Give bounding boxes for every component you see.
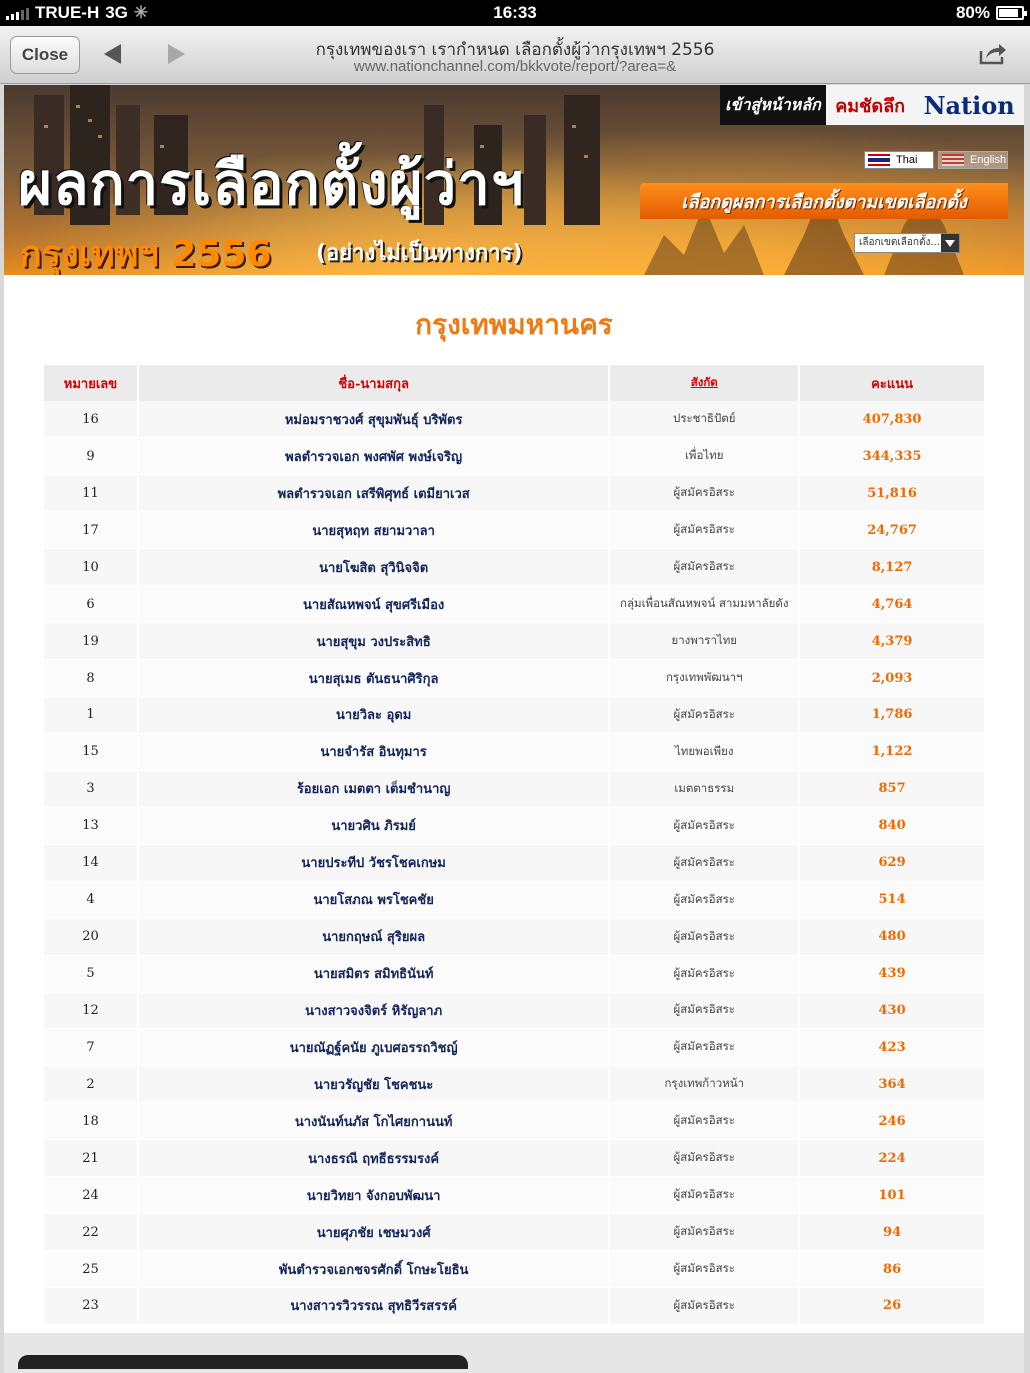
banner-title: ผลการเลือกตั้งผู้ว่าฯ <box>18 150 525 218</box>
candidate-votes: 480 <box>799 918 985 955</box>
candidate-name: นายโฆสิต สุวินิจจิต <box>138 549 609 586</box>
battery-icon <box>996 6 1024 20</box>
chevron-down-icon[interactable] <box>941 234 959 252</box>
clock: 16:33 <box>493 3 537 22</box>
candidate-votes: 439 <box>799 955 985 992</box>
language-english-button[interactable] <box>938 151 1008 169</box>
uk-flag-icon <box>942 154 964 166</box>
candidate-votes: 1,122 <box>799 733 985 770</box>
table-row <box>44 1177 985 1214</box>
candidate-votes: 430 <box>799 992 985 1029</box>
candidate-party: ผู้สมัครอิสระ <box>609 512 799 549</box>
candidate-number: 1 <box>44 697 138 734</box>
candidate-votes: 629 <box>799 844 985 881</box>
candidate-party: ผู้สมัครอิสระ <box>609 697 799 734</box>
candidate-name: นางสาวจงจิตร์ หิรัญลาภ <box>138 992 609 1029</box>
candidate-number: 3 <box>44 770 138 807</box>
candidate-votes: 1,786 <box>799 697 985 734</box>
candidate-number: 7 <box>44 1029 138 1066</box>
candidate-party: ผู้สมัครอิสระ <box>609 475 799 512</box>
back-arrow-icon[interactable] <box>104 44 121 64</box>
table-row <box>44 881 985 918</box>
close-button[interactable]: Close <box>10 36 80 74</box>
candidate-party: ผู้สมัครอิสระ <box>609 1251 799 1288</box>
candidate-name: นายโสภณ พรโชคชัย <box>138 881 609 918</box>
candidate-party: ผู้สมัครอิสระ <box>609 844 799 881</box>
partner-logos[interactable] <box>826 85 1024 125</box>
candidate-party: ประชาธิปัตย์ <box>609 401 799 438</box>
candidate-votes: 364 <box>799 1066 985 1103</box>
table-row <box>44 1066 985 1103</box>
candidate-name: ร้อยเอก เมตตา เต็มชำนาญ <box>138 770 609 807</box>
candidate-party: ผู้สมัครอิสระ <box>609 992 799 1029</box>
candidate-number: 20 <box>44 918 138 955</box>
candidate-name: นายวิละ อุดม <box>138 697 609 734</box>
candidate-votes: 51,816 <box>799 475 985 512</box>
candidate-party: กรุงเทพพัฒนาฯ <box>609 660 799 697</box>
candidate-party: เพื่อไทย <box>609 438 799 475</box>
table-row <box>44 1103 985 1140</box>
table-row <box>44 1251 985 1288</box>
candidate-number: 12 <box>44 992 138 1029</box>
header-banner <box>4 85 1024 275</box>
table-row <box>44 438 985 475</box>
candidate-number: 21 <box>44 1140 138 1177</box>
candidate-votes: 423 <box>799 1029 985 1066</box>
activity-spinner-icon: ✳ <box>133 3 149 22</box>
table-row <box>44 955 985 992</box>
district-select[interactable] <box>854 233 960 253</box>
candidate-votes: 840 <box>799 807 985 844</box>
candidate-party: ผู้สมัครอิสระ <box>609 1214 799 1251</box>
table-row <box>44 512 985 549</box>
candidate-name: นายสุหฤท สยามวาลา <box>138 512 609 549</box>
language-thai-label: Thai <box>896 154 918 166</box>
candidate-party: ผู้สมัครอิสระ <box>609 549 799 586</box>
table-row <box>44 660 985 697</box>
candidate-votes: 407,830 <box>799 401 985 438</box>
candidate-number: 16 <box>44 401 138 438</box>
candidate-name: นายสุขุม วงประสิทธิ <box>138 623 609 660</box>
candidate-number: 19 <box>44 623 138 660</box>
candidate-name: พันตำรวจเอกชจรศักดิ์ โกษะโยธิน <box>138 1251 609 1288</box>
results-table <box>44 365 986 1325</box>
candidate-name: นางนันท์นภัส โกไศยกานนท์ <box>138 1103 609 1140</box>
table-row <box>44 549 985 586</box>
battery-percent: 80% <box>955 3 990 22</box>
candidate-number: 15 <box>44 733 138 770</box>
carrier-label: TRUE-H <box>35 3 100 22</box>
candidate-name: พลตำรวจเอก เสรีพิศุทธ์ เตมียาเวส <box>138 475 609 512</box>
table-row <box>44 401 985 438</box>
candidate-number: 17 <box>44 512 138 549</box>
table-row <box>44 733 985 770</box>
table-row <box>44 844 985 881</box>
footer-graphic <box>18 1355 468 1373</box>
candidate-party: ผู้สมัครอิสระ <box>609 807 799 844</box>
candidate-party: ไทยพอเพียง <box>609 733 799 770</box>
candidate-votes: 4,764 <box>799 586 985 623</box>
language-english-label: English <box>970 154 1007 166</box>
candidate-party: เมตตาธรรม <box>609 770 799 807</box>
candidate-votes: 4,379 <box>799 623 985 660</box>
language-thai-button[interactable] <box>864 151 934 169</box>
table-row <box>44 1214 985 1251</box>
candidate-name: นายจำรัส อินทุมาร <box>138 733 609 770</box>
district-select-prompt: เลือกดูผลการเลือกตั้งตามเขตเลือกตั้ง <box>640 183 1008 219</box>
share-icon[interactable] <box>978 42 1008 66</box>
candidate-number: 8 <box>44 660 138 697</box>
candidate-party: ผู้สมัครอิสระ <box>609 1029 799 1066</box>
candidate-votes: 344,335 <box>799 438 985 475</box>
home-link[interactable]: เข้าสู่หน้าหลัก <box>720 85 826 125</box>
results-table-container <box>44 365 986 1325</box>
page-title: กรุงเทพของเรา เรากำหนด เลือกตั้งผู้ว่ากรุงเทพฯ 2556 <box>315 40 715 60</box>
candidate-number: 10 <box>44 549 138 586</box>
header-votes: คะแนน <box>799 365 985 401</box>
results-panel <box>4 275 1024 1373</box>
candidate-votes: 101 <box>799 1177 985 1214</box>
table-body <box>44 401 985 1324</box>
candidate-party: ผู้สมัครอิสระ <box>609 955 799 992</box>
candidate-party: ผู้สมัครอิสระ <box>609 1103 799 1140</box>
nation-logo[interactable]: Nation <box>923 90 1015 120</box>
table-row <box>44 770 985 807</box>
status-bar <box>0 0 1030 26</box>
candidate-name: นางธรณี ฤทธีธรรมรงค์ <box>138 1140 609 1177</box>
candidate-votes: 86 <box>799 1251 985 1288</box>
candidate-name: นายสุเมธ ตันธนาศิริกุล <box>138 660 609 697</box>
candidate-number: 18 <box>44 1103 138 1140</box>
candidate-votes: 2,093 <box>799 660 985 697</box>
candidate-number: 14 <box>44 844 138 881</box>
table-row <box>44 992 985 1029</box>
status-right <box>956 3 1024 23</box>
komchadluek-logo[interactable]: คมชัดลึก <box>835 95 906 117</box>
candidate-votes: 224 <box>799 1140 985 1177</box>
candidate-party: กรุงเทพก้าวหน้า <box>609 1066 799 1103</box>
header-party-sort-link[interactable]: สังกัด <box>609 365 799 401</box>
thai-flag-icon <box>868 154 890 166</box>
table-row <box>44 1140 985 1177</box>
candidate-votes: 8,127 <box>799 549 985 586</box>
forward-arrow-icon[interactable] <box>168 44 185 64</box>
candidate-name: นายประทีป วัชรโชคเกษม <box>138 844 609 881</box>
candidate-votes: 24,767 <box>799 512 985 549</box>
table-row <box>44 807 985 844</box>
table-row <box>44 918 985 955</box>
candidate-votes: 514 <box>799 881 985 918</box>
header-number: หมายเลข <box>44 365 138 401</box>
candidate-number: 24 <box>44 1177 138 1214</box>
candidate-name: นายกฤษณ์ สุริยผล <box>138 918 609 955</box>
candidate-name: นายณัฏฐ์คนัย ภูเบศอรรถวิชญ์ <box>138 1029 609 1066</box>
table-header-row <box>44 365 985 401</box>
candidate-votes: 246 <box>799 1103 985 1140</box>
candidate-party: กลุ่มเพื่อนสัณหพจน์ สามมหาลัยดัง <box>609 586 799 623</box>
footer-banner <box>4 1333 1024 1373</box>
candidate-number: 11 <box>44 475 138 512</box>
candidate-name: นางสาวรวิวรรณ สุทธิวีรสรรค์ <box>138 1288 609 1325</box>
table-row <box>44 475 985 512</box>
candidate-name: นายวิทยา จังกอบพัฒนา <box>138 1177 609 1214</box>
candidate-party: ยางพาราไทย <box>609 623 799 660</box>
candidate-party: ผู้สมัครอิสระ <box>609 1140 799 1177</box>
header-name: ชื่อ-นามสกุล <box>138 365 609 401</box>
table-row <box>44 586 985 623</box>
candidate-name: นายวรัญชัย โชคชนะ <box>138 1066 609 1103</box>
candidate-party: ผู้สมัครอิสระ <box>609 918 799 955</box>
candidate-votes: 26 <box>799 1288 985 1325</box>
candidate-number: 9 <box>44 438 138 475</box>
candidate-name: พลตำรวจเอก พงศพัศ พงษ์เจริญ <box>138 438 609 475</box>
candidate-number: 13 <box>44 807 138 844</box>
candidate-name: หม่อมราชวงศ์ สุขุมพันธุ์ บริพัตร <box>138 401 609 438</box>
candidate-number: 25 <box>44 1251 138 1288</box>
table-row <box>44 1029 985 1066</box>
candidate-name: นายวศิน ภิรมย์ <box>138 807 609 844</box>
candidate-name: นายศุภชัย เชษมวงศ์ <box>138 1214 609 1251</box>
banner-note: (อย่างไม่เป็นทางการ) <box>316 241 523 266</box>
candidate-party: ผู้สมัครอิสระ <box>609 1177 799 1214</box>
candidate-number: 4 <box>44 881 138 918</box>
candidate-number: 6 <box>44 586 138 623</box>
network-label: 3G <box>105 3 128 22</box>
table-row <box>44 1288 985 1325</box>
candidate-votes: 857 <box>799 770 985 807</box>
candidate-name: นายสมิตร สมิทธินันท์ <box>138 955 609 992</box>
candidate-number: 5 <box>44 955 138 992</box>
table-row <box>44 697 985 734</box>
candidate-party: ผู้สมัครอิสระ <box>609 1288 799 1325</box>
area-title: กรุงเทพมหานคร <box>415 308 613 341</box>
candidate-number: 2 <box>44 1066 138 1103</box>
candidate-name: นายสัณหพจน์ สุขศรีเมือง <box>138 586 609 623</box>
browser-toolbar <box>0 26 1030 84</box>
table-row <box>44 623 985 660</box>
candidate-party: ผู้สมัครอิสระ <box>609 881 799 918</box>
banner-subtitle: กรุงเทพฯ 2556 <box>20 234 272 275</box>
candidate-votes: 94 <box>799 1214 985 1251</box>
page-url: www.nationchannel.com/bkkvote/report/?area=& <box>353 58 677 75</box>
district-select-value: เลือกเขตเลือกตั้ง... <box>859 237 940 248</box>
candidate-number: 22 <box>44 1214 138 1251</box>
candidate-number: 23 <box>44 1288 138 1325</box>
